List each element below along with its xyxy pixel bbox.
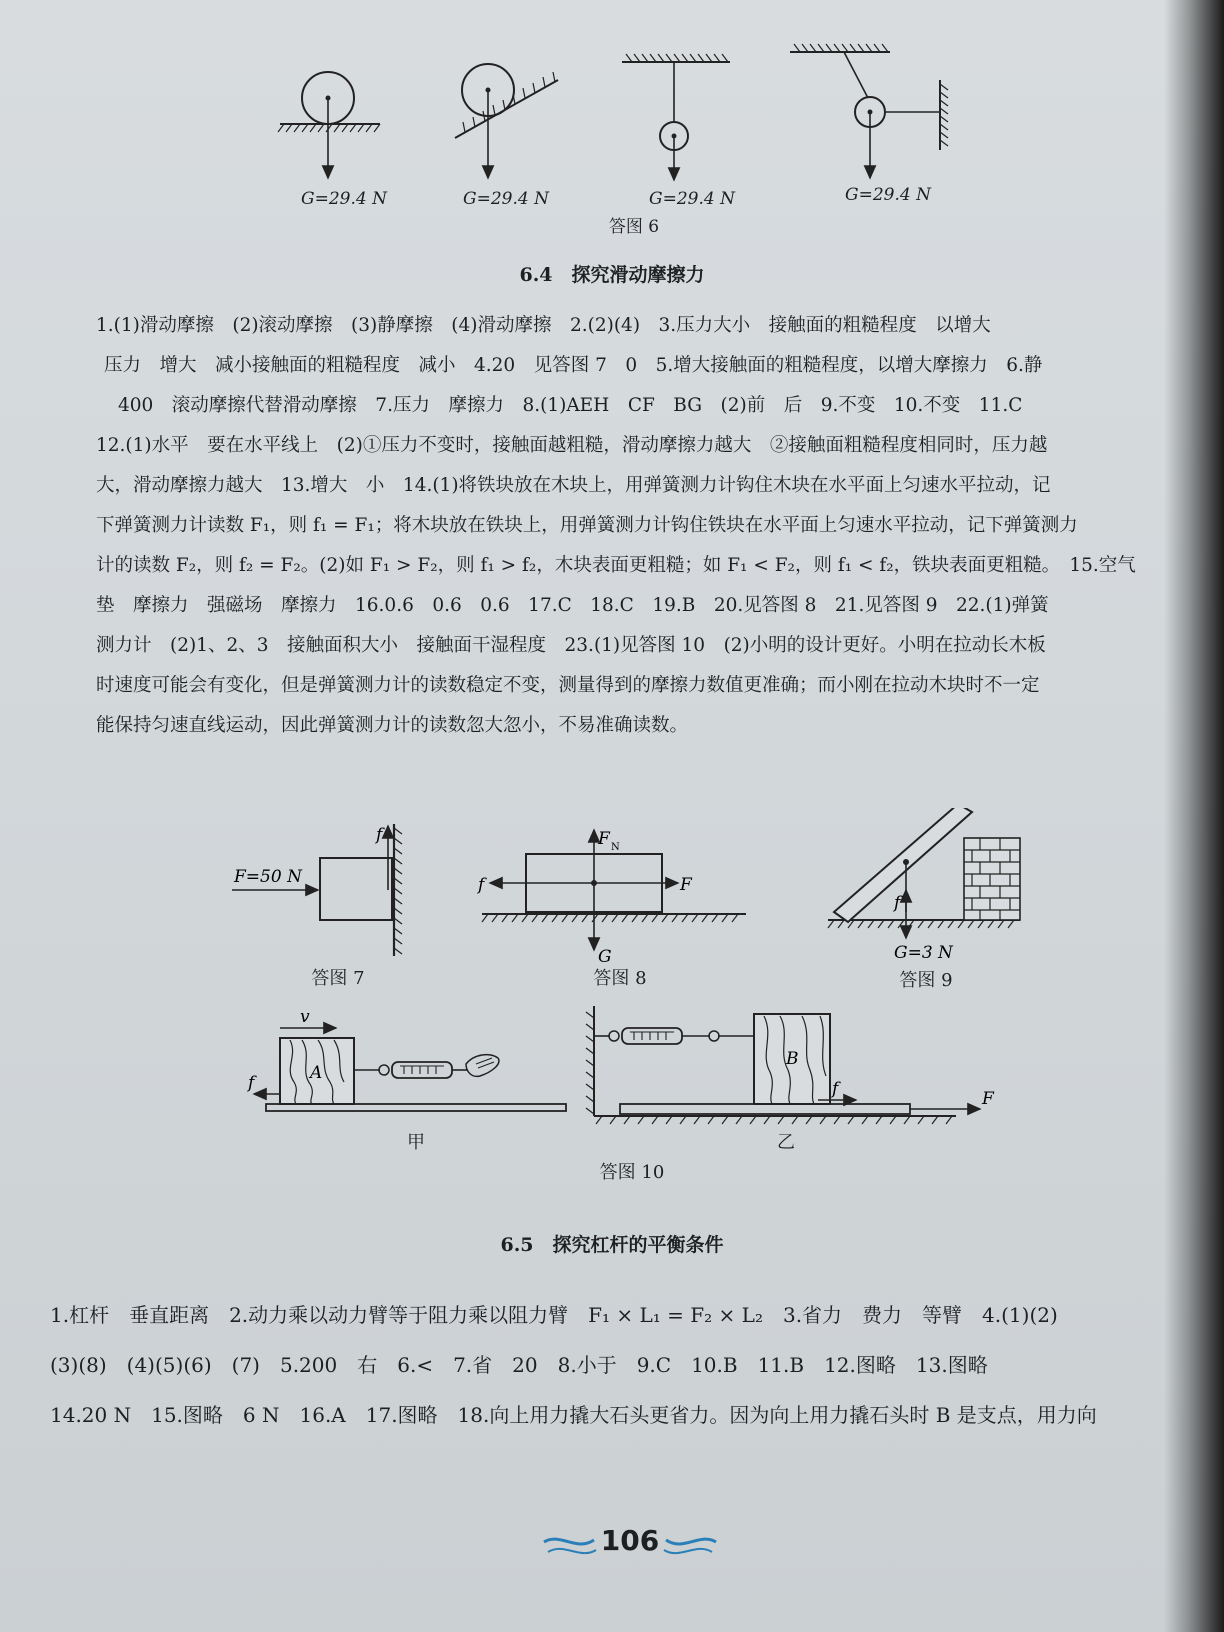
fig8-normal-label: F — [598, 829, 610, 849]
answer-line: 400 滚动摩擦代替滑动摩擦 7.压力 摩擦力 8.(1)AEH CF BG (2)前 后 9.不变 10.不变 11.C — [118, 395, 1023, 416]
fig6-caption: 答图 6 — [608, 217, 660, 237]
figure-10 — [240, 1006, 1010, 1126]
answer-line: 时速度可能会有变化，但是弹簧测力计的读数稳定不变，测量得到的摩擦力数值更准确；而小刚在拉动木块时不一定 — [96, 675, 1040, 696]
answer-line: (3)(8) (4)(5)(6) (7) 5.200 右 6.< 7.省 20 8.小于 9.C 10.B 11.B 12.图略 13.图略 — [50, 1353, 988, 1377]
page-number: 106 — [600, 1524, 660, 1557]
answer-line: 1.杠杆 垂直距离 2.动力乘以动力臂等于阻力乘以阻力臂 F₁ × L₁ = F₂ × L₂ 3.省力 费力 等臂 4.(1)(2) — [50, 1303, 1058, 1327]
fig8-force-label: F — [680, 875, 692, 895]
fig10-fb-label: f — [832, 1079, 839, 1099]
fig10-force-label: F — [982, 1089, 994, 1109]
fig8-caption: 答图 8 — [593, 968, 647, 989]
fig10-block-b: B — [786, 1049, 799, 1069]
fig6-ball-on-slope — [455, 64, 558, 178]
fig10-label-a: 甲 — [407, 1132, 425, 1153]
fig8-friction-label: f — [478, 875, 485, 895]
answer-line: 下弹簧测力计读数 F₁，则 f₁ = F₁；将木块放在铁块上，用弹簧测力计钩住铁块在水平面上匀速水平拉动，记下弹簧测力 — [96, 515, 1078, 536]
answer-line: 能保持匀速直线运动，因此弹簧测力计的读数忽大忽小，不易准确读数。 — [96, 715, 689, 736]
fig8-gravity-label: G — [598, 947, 612, 966]
answer-line: 1.(1)滑动摩擦 (2)滚动摩擦 (3)静摩擦 (4)滑动摩擦 2.(2)(4) 3.压力大小 接触面的粗糙程度 以增大 — [96, 315, 991, 336]
section-6-4-answers — [96, 306, 1136, 746]
fig6-ball-two-ropes — [790, 44, 948, 178]
fig9-friction-label: f — [894, 893, 901, 913]
answer-line: 计的读数 F₂，则 f₂ = F₂。(2)如 F₁ > F₂，则 f₁ > f₂，木块表面更粗糙；如 F₁ < F₂，则 f₁ < f₂，铁块表面更粗糙。 15.空气 — [96, 555, 1136, 576]
answer-line: 垫 摩擦力 强磁场 摩擦力 16.0.6 0.6 0.6 17.C 18.C 19.B 20.见答图 8 21.见答图 9 22.(1)弹簧 — [96, 595, 1049, 616]
fig7-friction-label: f — [376, 825, 383, 845]
fig6-label-4: G=29.4 N — [845, 185, 931, 205]
figure-7 — [230, 820, 430, 960]
fig10-fa-label: f — [248, 1073, 255, 1093]
answer-line: 压力 增大 减小接触面的粗糙程度 减小 4.20 见答图 7 0 5.增大接触面的粗糙程度，以增大摩擦力 6.静 — [104, 355, 1043, 376]
fig6-label-2: G=29.4 N — [463, 189, 549, 209]
fig6-ball-on-ground — [278, 72, 380, 178]
figure-9 — [820, 808, 1030, 968]
fig7-force-label: F=50 N — [234, 867, 302, 887]
fig10-caption: 答图 10 — [599, 1162, 665, 1183]
answer-line: 测力计 (2)1、2、3 接触面积大小 接触面干湿程度 23.(1)见答图 10 (2)小明的设计更好。小明在拉动长木板 — [96, 635, 1046, 656]
fig10-label-b: 乙 — [777, 1132, 795, 1153]
fig6-label-3: G=29.4 N — [649, 189, 735, 209]
fig6-label-1: G=29.4 N — [301, 189, 387, 209]
fig7-caption: 答图 7 — [311, 968, 365, 989]
section-6-5-answers — [50, 1290, 1097, 1440]
fig10-setup-b — [586, 1006, 980, 1124]
fig9-caption: 答图 9 — [899, 970, 953, 991]
figure-8 — [476, 826, 766, 966]
page-shadow-edge — [1164, 0, 1224, 1632]
fig10-block-a: A — [310, 1063, 323, 1083]
fig9-gravity-label: G=3 N — [894, 943, 953, 963]
section-6-4-title: 6.4 探究滑动摩擦力 — [519, 264, 705, 286]
answer-line: 大，滑动摩擦力越大 13.增大 小 14.(1)将铁块放在木块上，用弹簧测力计钩住木块在水平面上匀速水平拉动，记 — [96, 475, 1051, 496]
answer-line: 14.20 N 15.图略 6 N 16.A 17.图略 18.向上用力撬大石头更省力。因为向上用力撬石头时 B 是支点，用力向 — [50, 1403, 1097, 1427]
fig10-v-label: v — [300, 1007, 310, 1027]
section-6-5-title: 6.5 探究杠杆的平衡条件 — [500, 1234, 724, 1256]
fig8-normal-sub: N — [611, 842, 620, 853]
answer-line: 12.(1)水平 要在水平线上 (2)①压力不变时，接触面越粗糙，滑动摩擦力越大 ②接触面粗糙程度相同时，压力越 — [96, 435, 1048, 456]
fig6-hanging-ball — [622, 54, 730, 180]
fig10-setup-a — [254, 1028, 566, 1111]
